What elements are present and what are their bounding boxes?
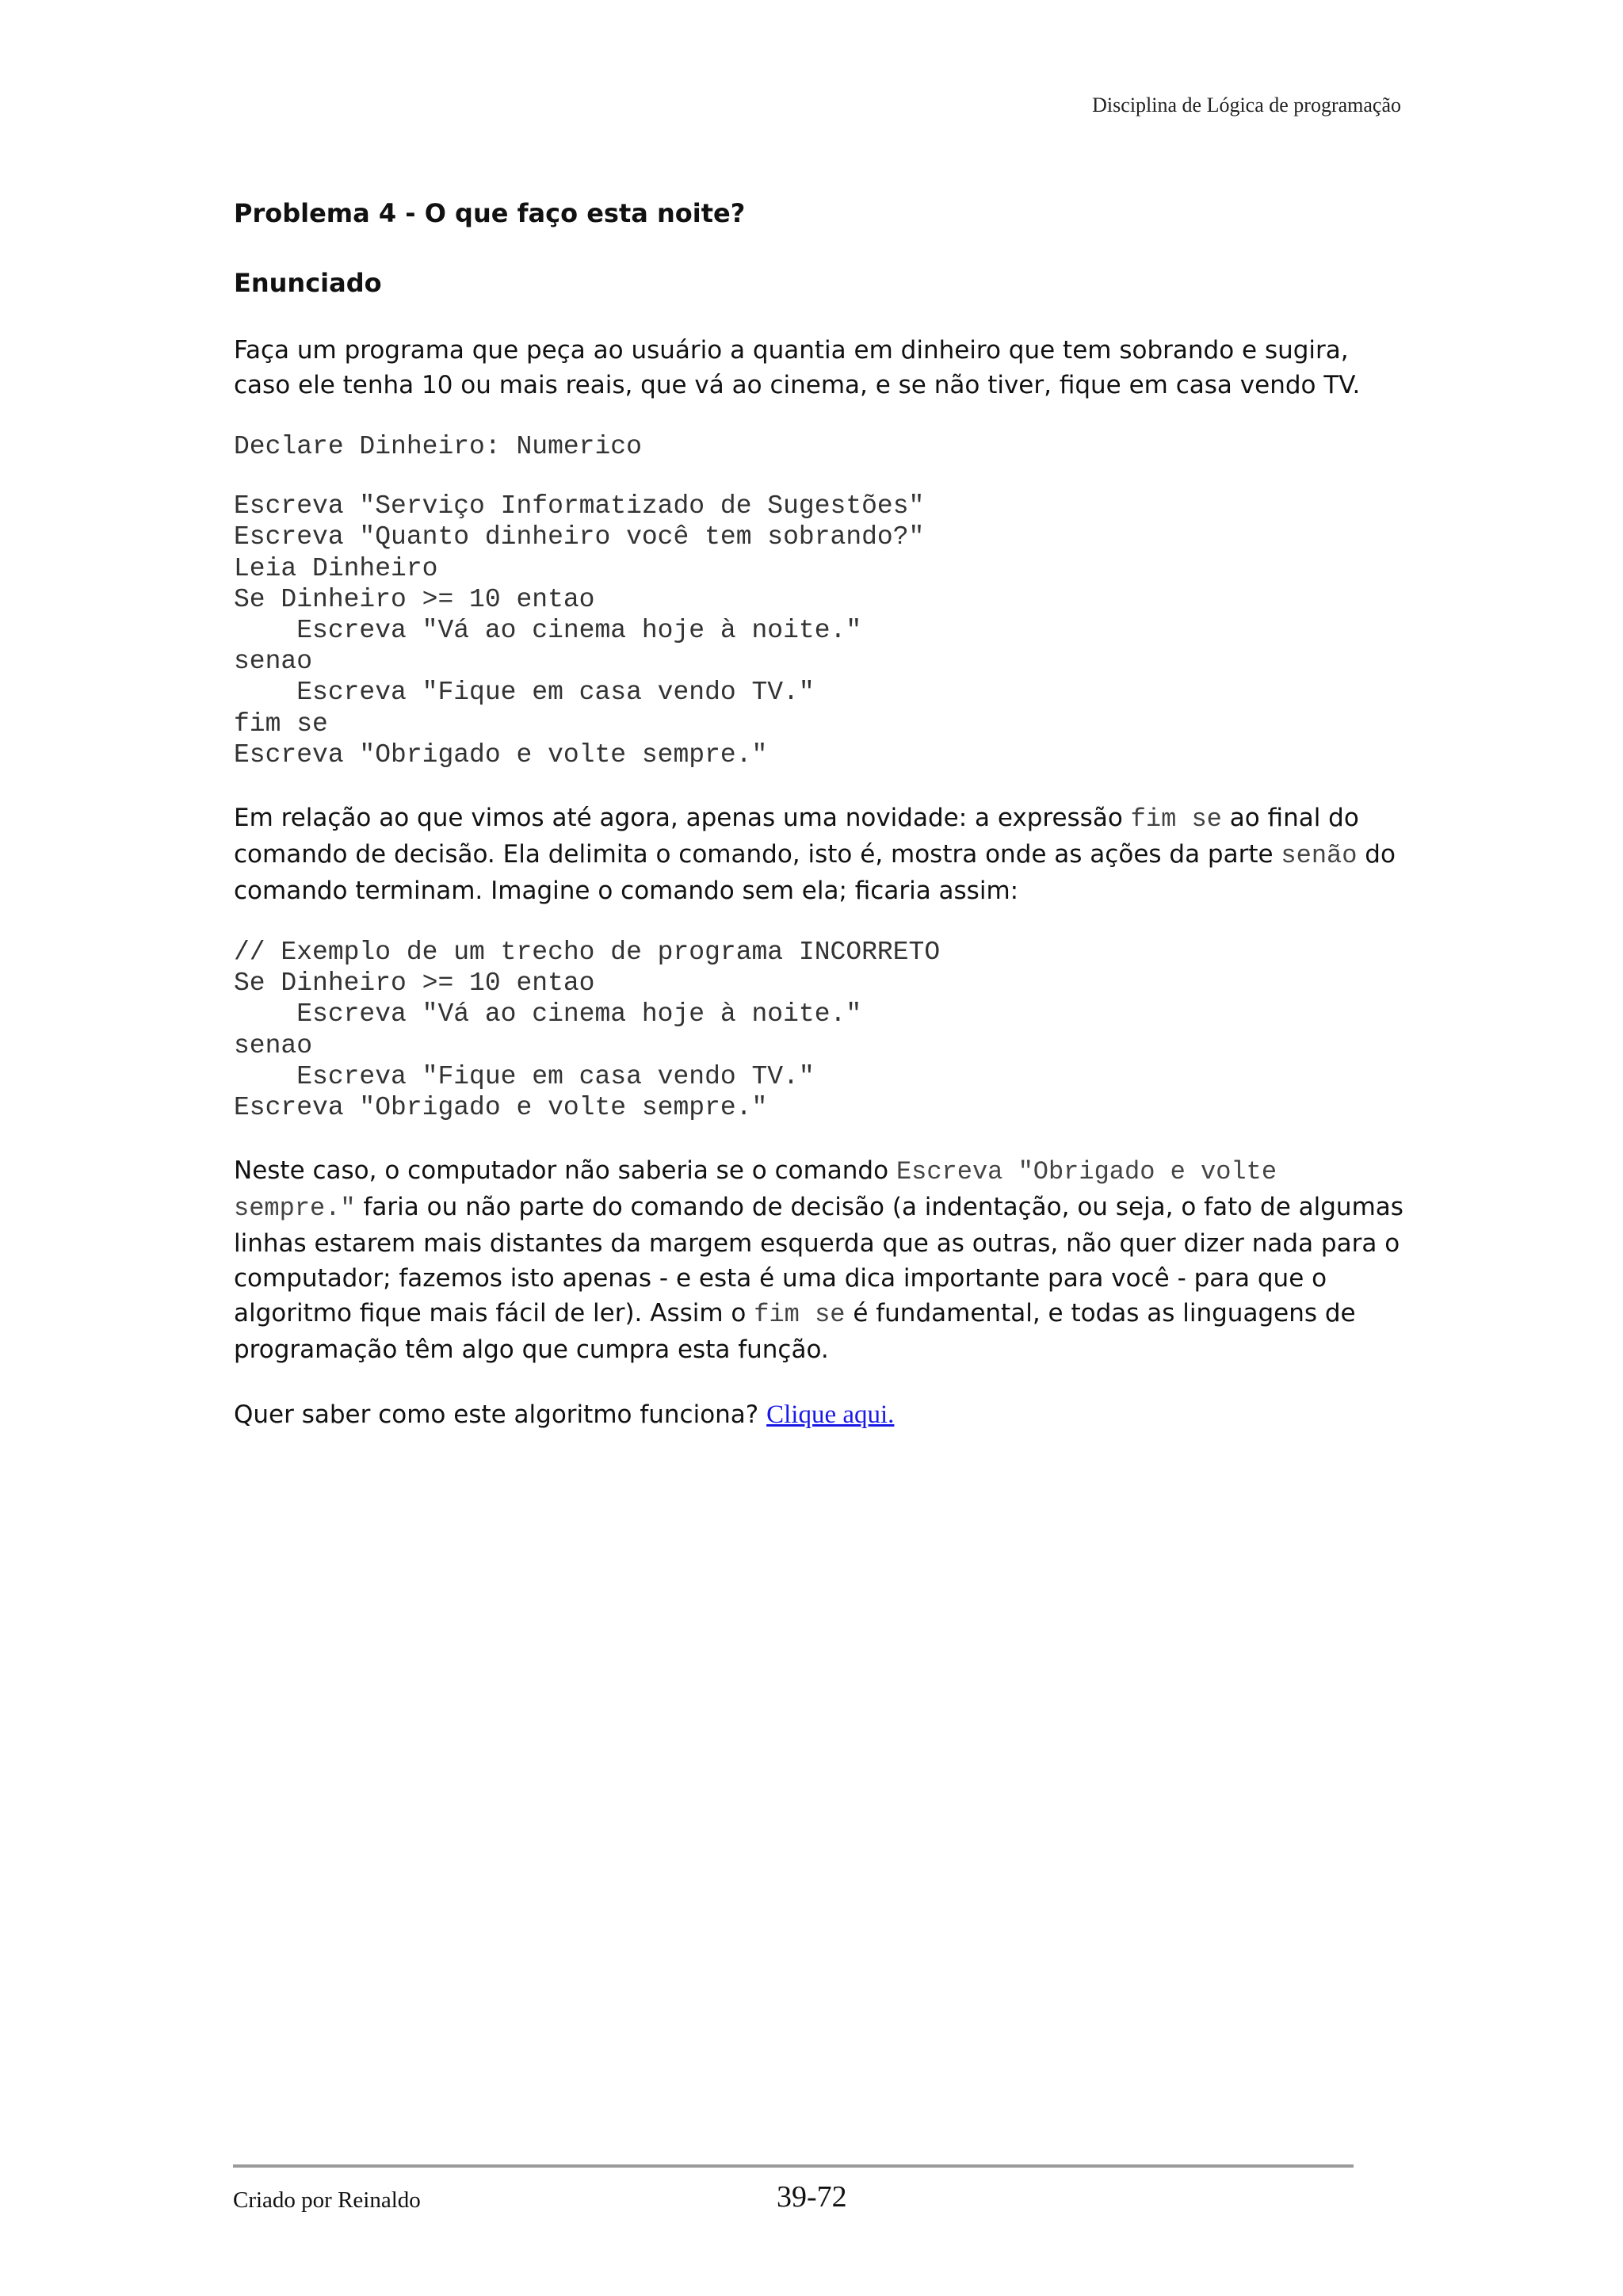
page-header: Disciplina de Lógica de programação [1092,94,1401,117]
page-number: 39-72 [777,2180,847,2214]
code-incorrect: // Exemplo de um trecho de programa INCORRETO Se Dinheiro >= 10 entao Escreva "Vá ao cinema hoje à noite." senao Escreva "Fique em casa vendo TV." Escreva "Obrigado e volte sempre." [234,938,941,1123]
explanation-paragraph [234,800,1407,908]
para2-text-2: ao final do comando de decisão. Ela delimita o comando, isto é, mostra onde as ações da parte [234,804,1359,869]
para3-text-1: Neste caso, o computador não saberia se o comando [234,1156,896,1186]
para2-text-1: Em relação ao que vimos até agora, apenas uma novidade: a expressão [234,804,1131,833]
code-declare: Declare Dinheiro: Numerico [234,432,642,461]
link-question: Quer saber como este algoritmo funciona? [234,1400,767,1430]
conclusion-paragraph [234,1153,1407,1367]
code-main: Escreva "Serviço Informatizado de Sugestões" Escreva "Quanto dinheiro você tem sobrando?" Leia Dinheiro Se Dinheiro >= 10 entao Escreva "Vá ao cinema hoje à noite." senao Escreva "Fique em casa vendo TV." fim se Escreva "Obrigado e volte sempre." [234,491,925,770]
para3-text-3: é fundamental, e todas as linguagens de programação têm algo que cumpra esta função. [234,1299,1356,1365]
problem-title: Problema 4 - O que faço esta noite? [234,198,746,228]
footer-author: Criado por Reinaldo [233,2187,421,2213]
para2-text-3: do comando terminam. Imagine o comando sem ela; ficaria assim: [234,840,1396,906]
inline-code-senao: senão [1281,841,1358,871]
inline-code-fim-se: fim se [1130,804,1222,835]
intro-paragraph: Faça um programa que peça ao usuário a quantia em dinheiro que tem sobrando e sugira, caso ele tenha 10 ou mais reais, que vá ao cinema, e se não tiver, fique em casa vendo TV. [234,336,1361,399]
section-heading: Enunciado [234,268,382,298]
inline-code-escreva: Escreva "Obrigado e volte sempre." [234,1157,1277,1224]
footer-divider [233,2164,1354,2168]
click-here-link[interactable]: Clique aqui. [766,1400,895,1430]
main-content [234,193,1407,1432]
para3-text-2: faria ou não parte do comando de decisão (a indentação, ou seja, o fato de algumas linhas estarem mais distantes da margem esquerda que as outras, não quer dizer nada para o computador; fazemos isto apenas - e esta é uma dica importante para você - para que o algoritmo fique mais fácil de ler). Assim o [234,1193,1403,1328]
inline-code-fim-se-2: fim se [754,1300,846,1330]
link-paragraph [234,1397,1407,1432]
